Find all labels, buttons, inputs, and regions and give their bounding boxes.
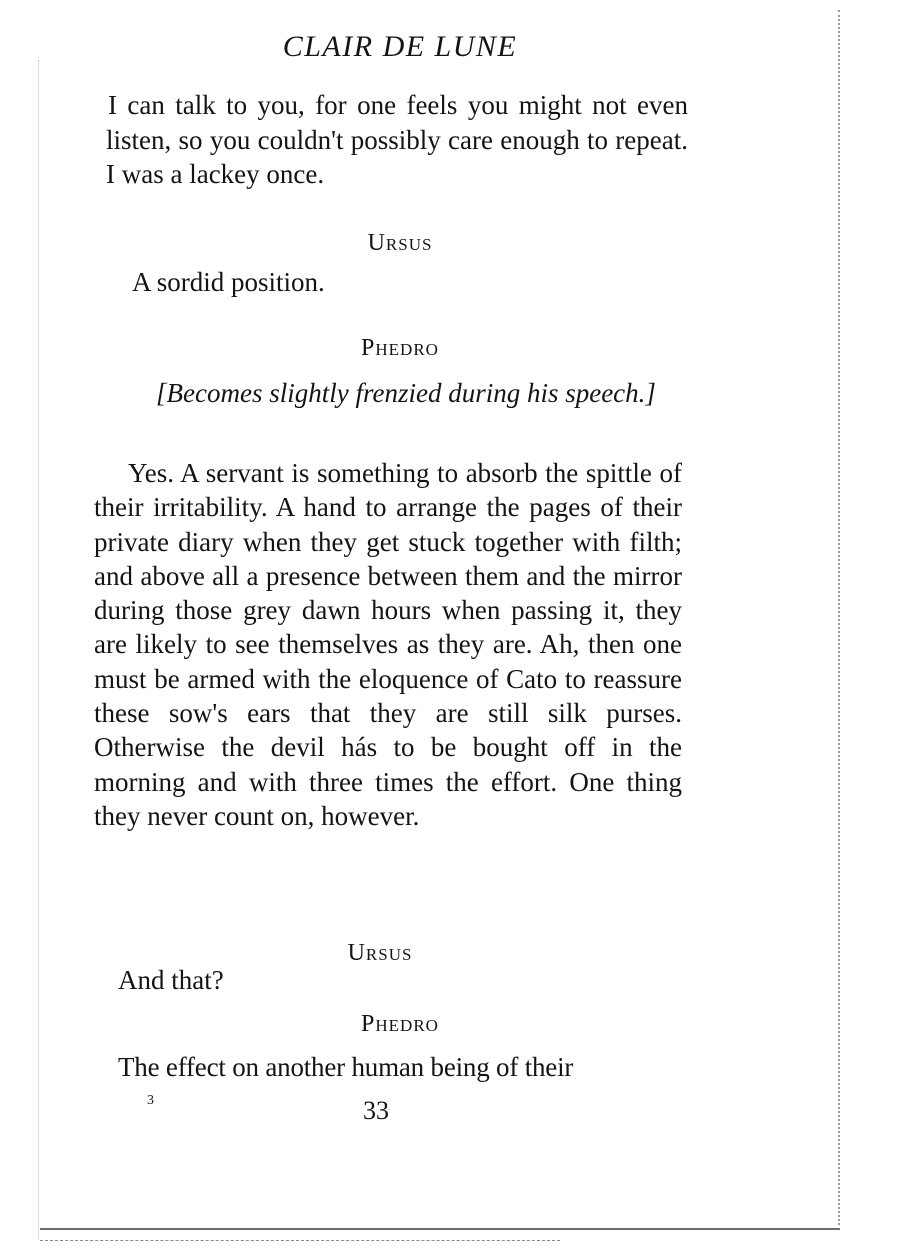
scan-edge-bottom-dashed (40, 1240, 560, 1241)
phedro-line: The effect on another human being of their (118, 1052, 574, 1082)
speaker-phedro: Phedro (361, 1011, 439, 1037)
speaker-phedro: Phedro (361, 335, 439, 361)
speaker-ursus: Ursus (347, 940, 413, 966)
stage-direction: [Becomes slightly frenzied during his speech.] (156, 378, 656, 408)
ursus-line: And that? (118, 965, 224, 995)
speaker-ursus: Ursus (367, 230, 433, 256)
running-head: CLAIR DE LUNE (282, 30, 518, 63)
signature-mark: 3 (147, 1093, 154, 1108)
page-number: 33 (363, 1096, 389, 1125)
opening-paragraph: I can talk to you, for one feels you might not even listen, so you couldn't possibly care enough to repeat. I was a lackey once. (106, 90, 688, 189)
scan-edge-right (838, 10, 840, 1225)
scan-edge-bottom (40, 1228, 840, 1230)
phedro-speech: Yes. A servant is something to absorb the spittle of their irritability. A hand to arrange the pages of their private diary when they get stuck together with filth; and above all a presence between them and the mirror during those grey dawn hours when passing it, they are likely to see themselves as they are. Ah, then one must be armed with the eloquence of Cato to reassure these sow's ears that they are still silk purses. Otherwise the devil hás to be bought off in the morning and with three times the effort. One thing they never count on, however. (94, 458, 682, 831)
ursus-line: A sordid position. (132, 267, 325, 297)
